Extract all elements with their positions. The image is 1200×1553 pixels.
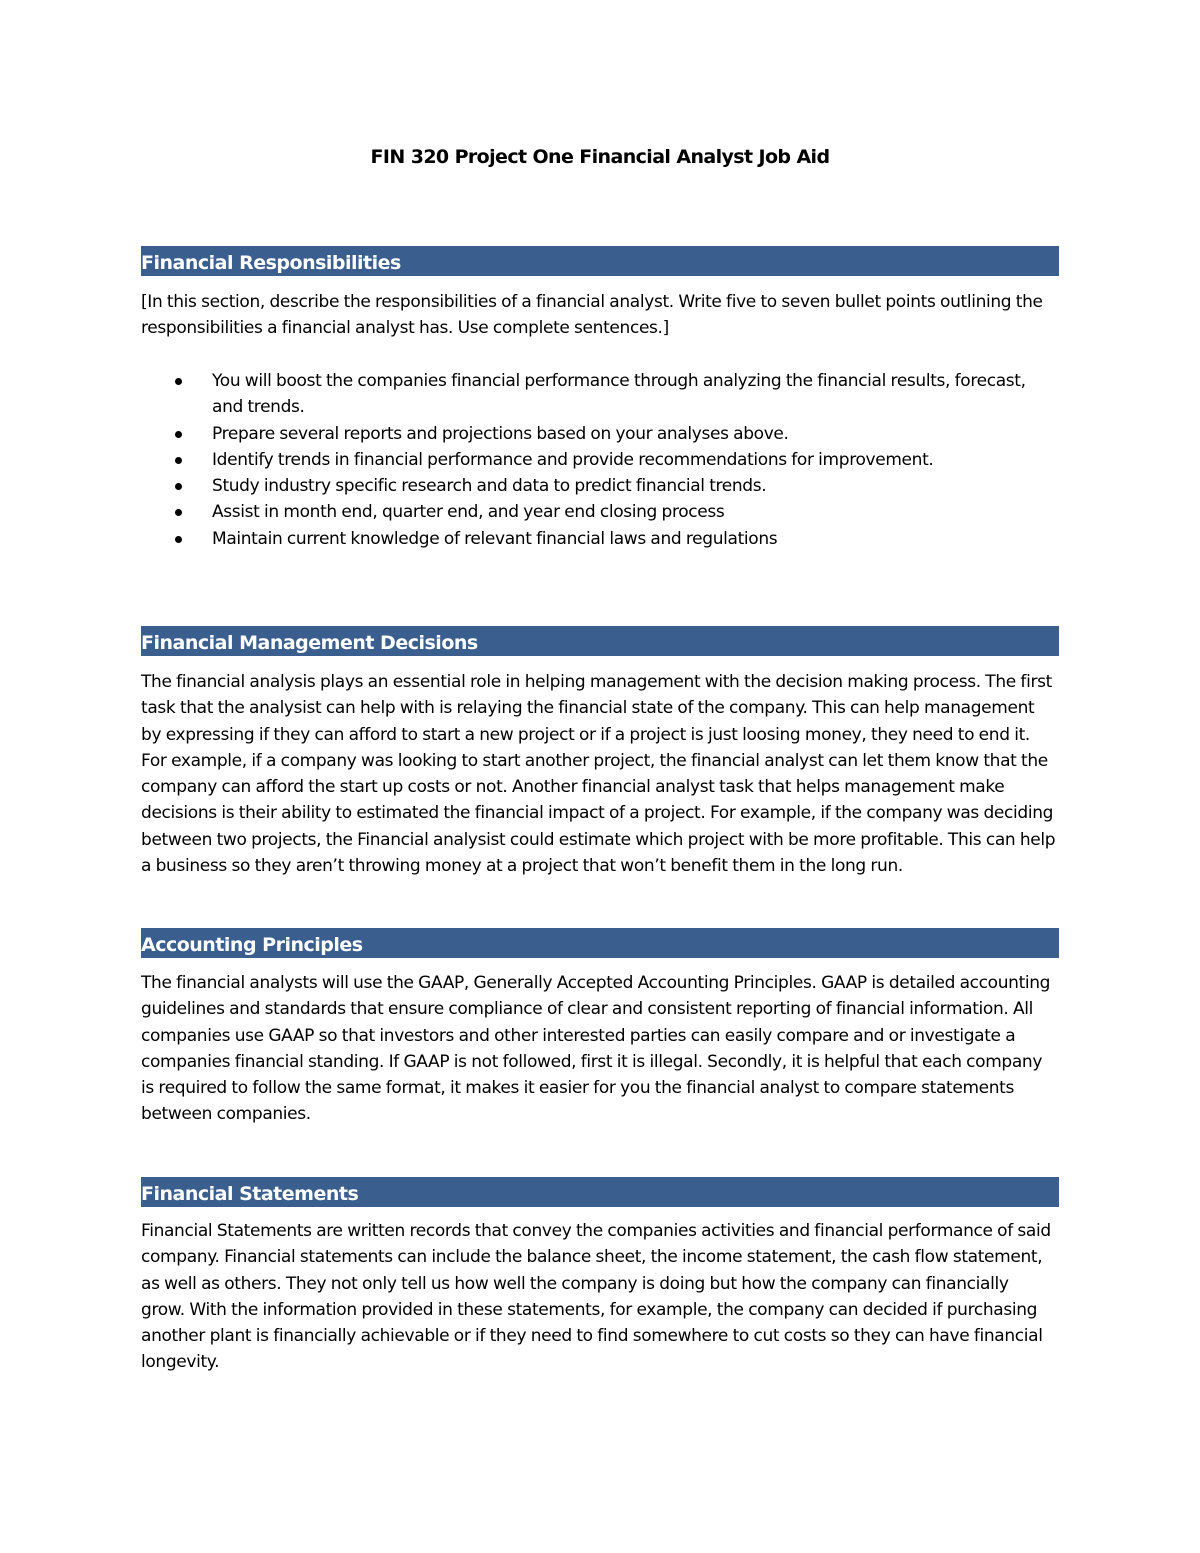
financial-statements-body: Financial Statements are written records that convey the companies activities and financial performance of said company. Financial statements can include the balance sheet, the income statement, the cash flow statement, as well as others. They not only tell us how well the company is doing but how the company can financially grow. With the information provided in these statements, for example, the company can decided if purchasing another plant is financially achievable or if they need to find somewhere to cut costs so they can have financial longevity. <box>141 1221 1051 1373</box>
list-item-text: Identify trends in financial performance and provide recommendations for improvement. <box>212 449 934 470</box>
section-header-financial-responsibilities <box>141 246 1059 276</box>
responsibilities-instructions: [In this section, describe the responsibilities of a financial analyst. Write five to seven bullet points outlining the responsibilities a financial analyst has. Use complete sentences.] <box>141 292 1043 339</box>
bullet-icon <box>175 457 182 464</box>
management-decisions-body: The financial analysis plays an essential role in helping management with the decision making process. The first task that the analysist can help with is relaying the financial state of the company. This can help management by expressing if they can afford to start a new project or if a project is just loosing money, they need to end it. For example, if a company was looking to start another project, the financial analyst can let them know that the company can afford the start up costs or not. Another financial analyst task that helps management make decisions is their ability to estimated the financial impact of a project. For example, if the company was deciding between two projects, the Financial analysist could estimate which project with be more profitable. This can help a business so they aren’t throwing money at a project that won’t benefit them in the long run. <box>141 672 1056 877</box>
list-item-text: Prepare several reports and projections based on your analyses above. <box>212 423 789 444</box>
bullet-icon <box>175 431 182 438</box>
bullet-icon <box>175 509 182 516</box>
list-item <box>141 526 1059 552</box>
section-header-financial-statements <box>141 1177 1059 1207</box>
section-header-label: Financial Responsibilities <box>141 252 401 274</box>
bullet-icon <box>175 536 182 543</box>
responsibilities-bullet-list <box>141 368 1059 552</box>
list-item <box>141 499 1059 525</box>
section-header-label: Financial Management Decisions <box>141 632 478 654</box>
list-item <box>141 368 1059 421</box>
document-title: FIN 320 Project One Financial Analyst Job Aid <box>370 146 830 168</box>
accounting-principles-body: The financial analysts will use the GAAP, Generally Accepted Accounting Principles. GAAP is detailed accounting guidelines and standards that ensure compliance of clear and consistent reporting of financial information. All companies use GAAP so that investors and other interested parties can easily compare and or investigate a companies financial standing. If GAAP is not followed, first it is illegal. Secondly, it is helpful that each company is required to follow the same format, it makes it easier for you the financial analyst to compare statements between companies. <box>141 973 1051 1125</box>
list-item-text: Maintain current knowledge of relevant financial laws and regulations <box>212 528 778 549</box>
list-item <box>141 473 1059 499</box>
bullet-icon <box>175 378 182 385</box>
section-header-label: Accounting Principles <box>141 934 363 956</box>
list-item-text: Assist in month end, quarter end, and year end closing process <box>212 502 725 523</box>
section-header-accounting-principles <box>141 928 1059 958</box>
section-header-financial-management-decisions <box>141 626 1059 656</box>
list-item-text: You will boost the companies financial performance through analyzing the financial results, forecast, and trends. <box>212 371 1026 418</box>
list-item <box>141 421 1059 447</box>
list-item <box>141 447 1059 473</box>
bullet-icon <box>175 483 182 490</box>
list-item-text: Study industry specific research and data to predict financial trends. <box>212 476 767 497</box>
section-header-label: Financial Statements <box>141 1183 359 1205</box>
